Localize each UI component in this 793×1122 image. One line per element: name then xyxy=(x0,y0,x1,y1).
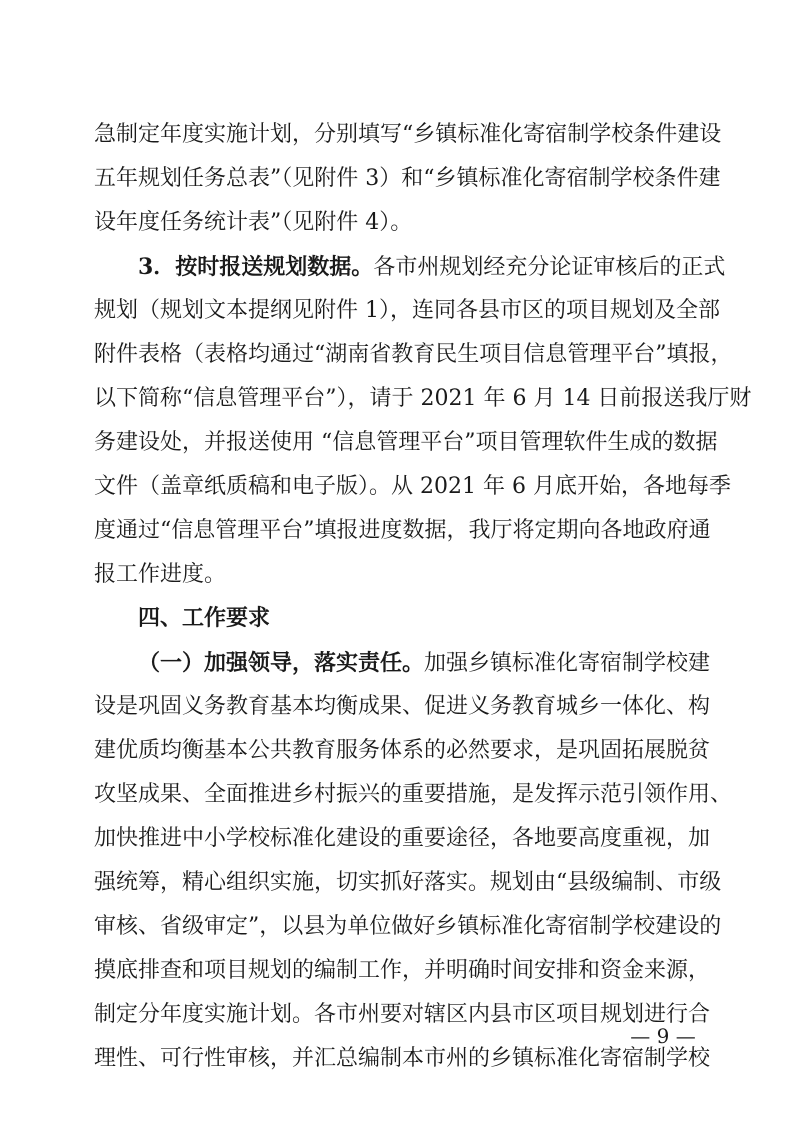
body-line: 以下简称“信息管理平台”），请于 2021 年 6 月 14 日前报送我厅财 xyxy=(94,386,752,411)
body-line: 理性、可行性审核，并汇总编制本市州的乡镇标准化寄宿制学校 xyxy=(94,1046,711,1071)
paragraph-lead: 3．按时报送规划数据。 xyxy=(138,254,374,280)
body-line: 审核、省级审定”，以县为单位做好乡镇标准化寄宿制学校建设的 xyxy=(94,914,722,939)
body-line: 加快推进中小学校标准化建设的重要途径，各地要高度重视，加 xyxy=(94,826,711,851)
body-line: 度通过“信息管理平台”填报进度数据，我厅将定期向各地政府通 xyxy=(94,518,711,543)
body-line: 强统筹，精心组织实施，切实抓好落实。规划由“县级编制、市级 xyxy=(94,870,722,895)
body-line: 攻坚成果、全面推进乡村振兴的重要措施，是发挥示范引领作用、 xyxy=(94,782,733,807)
body-line: 设是巩固义务教育基本均衡成果、促进义务教育城乡一体化、构 xyxy=(94,694,711,719)
body-line: 摸底排查和项目规划的编制工作，并明确时间安排和资金来源， xyxy=(94,958,711,983)
page-number: — 9 — xyxy=(630,1024,696,1048)
body-line: 设年度任务统计表”（见附件 4）。 xyxy=(94,210,413,235)
body-line: 急制定年度实施计划，分别填写“乡镇标准化寄宿制学校条件建设 xyxy=(94,122,722,147)
subsection-paragraph-line xyxy=(138,648,711,679)
section-heading: 四、工作要求 xyxy=(138,606,271,631)
paragraph-text: 各市州规划经充分论证审核后的正式 xyxy=(373,255,726,280)
body-line: 制定分年度实施计划。各市州要对辖区内县市区项目规划进行合 xyxy=(94,1002,711,1027)
body-line: 文件（盖章纸质稿和电子版）。从 2021 年 6 月底开始，各地每季 xyxy=(94,474,731,499)
body-line: 建优质均衡基本公共教育服务体系的必然要求，是巩固拓展脱贫 xyxy=(94,738,711,763)
body-line: 报工作进度。 xyxy=(94,562,227,587)
body-line: 规划（规划文本提纲见附件 1），连同各县市区的项目规划及全部 xyxy=(94,298,720,323)
body-line: 五年规划任务总表”（见附件 3）和“乡镇标准化寄宿制学校条件建 xyxy=(94,166,721,191)
body-line: 附件表格（表格均通过“湖南省教育民生项目信息管理平台”填报， xyxy=(94,342,733,367)
subsection-heading: （一）加强领导，落实责任。 xyxy=(138,650,425,676)
paragraph-text: 加强乡镇标准化寄宿制学校建 xyxy=(424,651,711,676)
numbered-paragraph-line xyxy=(138,252,726,283)
body-line: 务建设处，并报送使用 “信息管理平台”项目管理软件生成的数据 xyxy=(94,430,718,455)
